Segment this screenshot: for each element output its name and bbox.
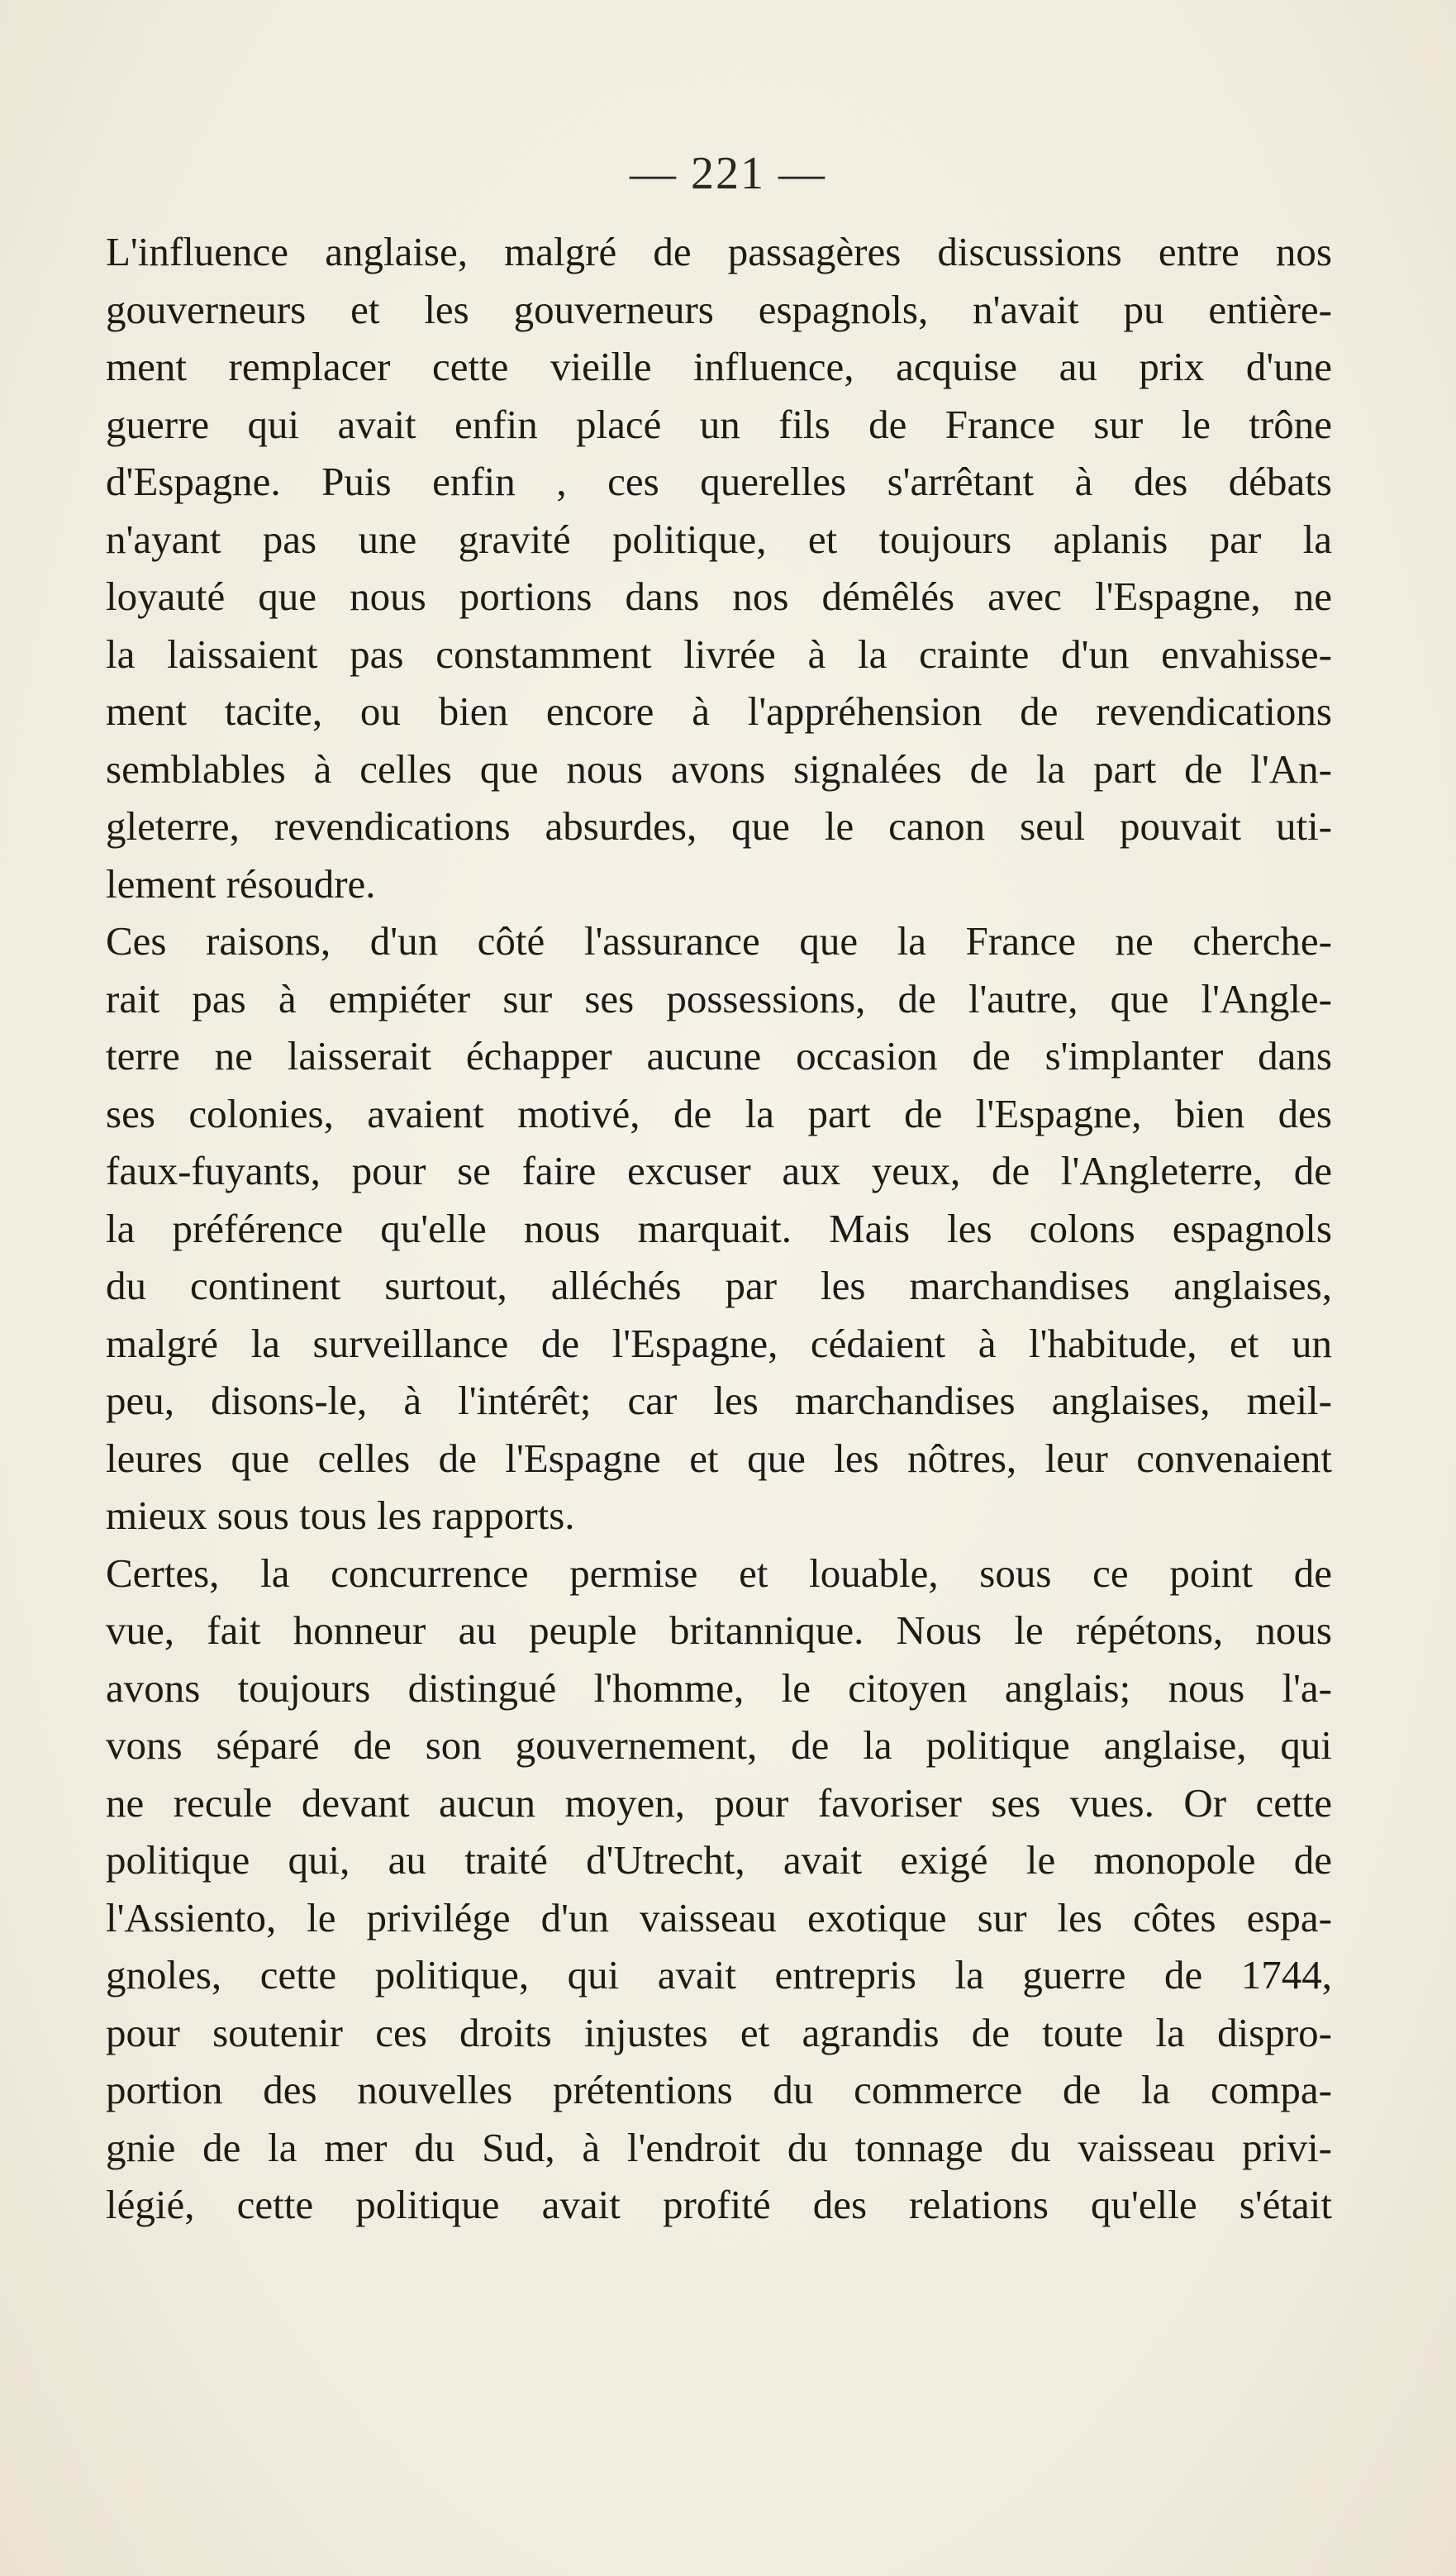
text-line: d'Espagne. Puis enfin , ces querelles s'arrêtant à des débats (106, 459, 1332, 504)
paragraph-2 (106, 912, 1332, 1545)
text-line: vue, fait honneur au peuple britannique. Nous le répétons, nous (106, 1607, 1332, 1653)
text-line: n'ayant pas une gravité politique, et toujours aplanis par la (106, 516, 1332, 562)
text-line: la préférence qu'elle nous marquait. Mais les colons espagnols (106, 1205, 1332, 1251)
text-line: lement résoudre. (106, 860, 376, 907)
text-line: portion des nouvelles prétentions du commerce de la compa- (106, 2067, 1332, 2112)
text-line: vons séparé de son gouvernement, de la politique anglaise, qui (106, 1722, 1332, 1768)
page-number: — 221 — (630, 148, 826, 199)
text-line: ne recule devant aucun moyen, pour favoriser ses vues. Or cette (106, 1779, 1332, 1826)
text-line: leures que celles de l'Espagne et que les nôtres, leur convenaient (106, 1435, 1332, 1481)
text-line: mieux sous tous les rapports. (106, 1493, 575, 1538)
text-line: gnie de la mer du Sud, à l'endroit du tonnage du vaisseau privi- (106, 2124, 1332, 2170)
text-line: gnoles, cette politique, qui avait entrepris la guerre de 1744, (106, 1952, 1332, 1997)
text-line: L'influence anglaise, malgré de passagères discussions entre nos (106, 229, 1332, 274)
text-line: ment tacite, ou bien encore à l'appréhension de revendications (106, 688, 1332, 734)
text-line: Ces raisons, d'un côté l'assurance que la France ne cherche- (106, 918, 1332, 964)
text-line: légié, cette politique avait profité des relations qu'elle s'était (106, 2182, 1332, 2227)
text-line: terre ne laisserait échapper aucune occasion de s'implanter dans (106, 1033, 1332, 1078)
text-line: la laissaient pas constamment livrée à la crainte d'un envahisse- (106, 631, 1332, 677)
paragraph-3 (106, 1545, 1332, 2234)
text-line: loyauté que nous portions dans nos démêlés avec l'Espagne, ne (106, 574, 1332, 619)
text-line: ment remplacer cette vieille influence, acquise au prix d'une (106, 344, 1332, 389)
text-line: gleterre, revendications absurdes, que le canon seul pouvait uti- (106, 803, 1332, 849)
paragraph-1 (106, 223, 1332, 912)
text-line: avons toujours distingué l'homme, le citoyen anglais; nous l'a- (106, 1664, 1332, 1711)
text-line: politique qui, au traité d'Utrecht, avait exigé le monopole de (106, 1837, 1332, 1883)
text-line: semblables à celles que nous avons signalées de la part de l'An- (106, 745, 1332, 792)
text-line: du continent surtout, alléchés par les marchandises anglaises, (106, 1263, 1332, 1308)
text-line: ses colonies, avaient motivé, de la part de l'Espagne, bien des (106, 1090, 1332, 1136)
text-line: Certes, la concurrence permise et louable, sous ce point de (106, 1550, 1332, 1596)
text-line: peu, disons-le, à l'intérêt; car les marchandises anglaises, meil- (106, 1378, 1332, 1423)
text-line: rait pas à empiéter sur ses possessions, de l'autre, que l'Angle- (106, 975, 1332, 1021)
body-text (106, 223, 1332, 2234)
text-line: l'Assiento, le privilége d'un vaisseau exotique sur les côtes espa- (106, 1894, 1332, 1940)
text-line: gouverneurs et les gouverneurs espagnols, n'avait pu entière- (106, 286, 1332, 332)
text-line: guerre qui avait enfin placé un fils de France sur le trône (106, 401, 1332, 447)
text-line: pour soutenir ces droits injustes et agrandis de toute la dispro- (106, 2009, 1332, 2055)
text-line: malgré la surveillance de l'Espagne, cédaient à l'habitude, et un (106, 1320, 1332, 1366)
text-line: faux-fuyants, pour se faire excuser aux yeux, de l'Angleterre, de (106, 1148, 1332, 1193)
